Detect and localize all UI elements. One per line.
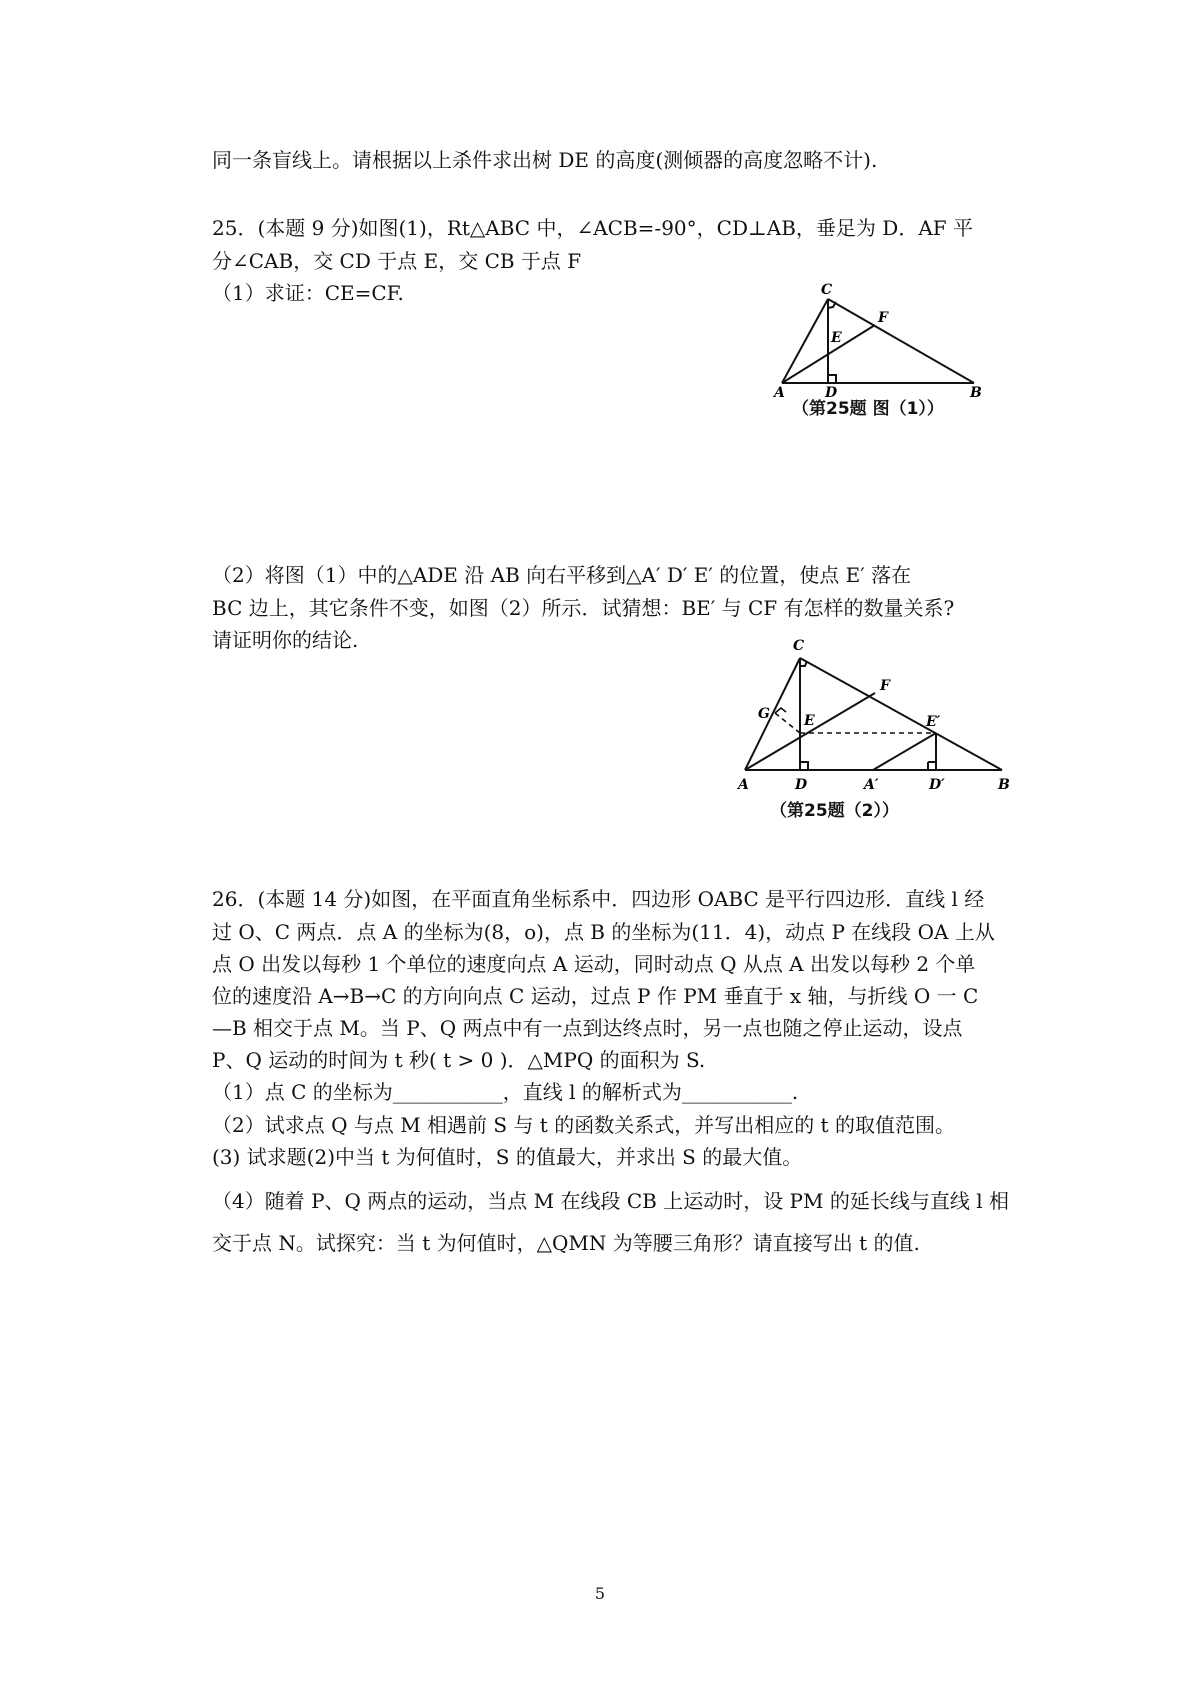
q26-part-3: (3) 试求题(2)中当 t 为何值时，S 的值最大，并求出 S 的最大值。 [212, 1145, 803, 1169]
label-c: C [821, 282, 833, 298]
figure-25-2-caption: （第25题（2）） [770, 801, 899, 821]
label-f: F [880, 678, 890, 694]
page-number: 5 [594, 1584, 606, 1603]
figure-25-1-caption: （第25题 图（1）） [792, 399, 944, 419]
q26-line-3: 点 O 出发以每秒 1 个单位的速度向点 A 运动，同时动点 Q 从点 A 出发以每秒 2 个单 [212, 952, 976, 976]
label-d: D [795, 777, 808, 793]
q25-line-1: 25．(本题 9 分)如图(1)，Rt△ABC 中，∠ACB=-90°，CD⊥AB，垂足为 D．AF 平 [212, 216, 973, 240]
label-d-prime: D′ [929, 777, 945, 793]
q26-line-6: P、Q 运动的时间为 t 秒( t > 0 )．△MPQ 的面积为 S. [212, 1048, 706, 1072]
label-a: A [738, 777, 749, 793]
label-b: B [998, 777, 1010, 793]
q26-line-1: 26．(本题 14 分)如图，在平面直角坐标系中．四边形 OABC 是平行四边形．直线 l 经 [212, 887, 985, 911]
q25-line-2: 分∠CAB，交 CD 于点 E，交 CB 于点 F [212, 249, 582, 273]
q25-part-2-line-3: 请证明你的结论. [212, 628, 359, 652]
q26-part-4-line-2: 交于点 N。试探究：当 t 为何值时，△QMN 为等腰三角形？请直接写出 t 的值. [212, 1231, 920, 1255]
label-b: B [970, 385, 982, 401]
q26-part-1: （1）点 C 的坐标为___________，直线 l 的解析式为___________. [212, 1080, 799, 1104]
q25-part-2-line-2: BC 边上，其它条件不变，如图（2）所示．试猜想：BE′ 与 CF 有怎样的数量关系? [212, 596, 955, 620]
q26-line-4: 位的速度沿 A→B→C 的方向向点 C 运动，过点 P 作 PM 垂直于 x 轴，与折线 O 一 C [212, 984, 979, 1008]
label-f: F [878, 310, 888, 326]
q26-line-2: 过 O、C 两点．点 A 的坐标为(8，o)，点 B 的坐标为(11．4)，动点 P 在线段 OA 上从 [212, 920, 995, 944]
label-c: C [793, 638, 805, 654]
segment-ac [782, 299, 828, 383]
label-e: E [831, 330, 842, 346]
figure-25-2 [730, 630, 1020, 830]
label-d: D [825, 385, 838, 401]
label-g: G [758, 706, 770, 722]
right-angle-mark-d [800, 762, 808, 770]
q25-part-1: （1）求证：CE=CF. [212, 281, 404, 305]
label-a-prime: A′ [864, 777, 879, 793]
right-angle-mark-c [800, 661, 807, 666]
right-angle-mark-g [775, 708, 786, 713]
q26-part-2: （2）试求点 Q 与点 M 相遇前 S 与 t 的函数关系式，并写出相应的 t 的取值范围。 [212, 1113, 955, 1137]
q25-part-2-line-1: （2）将图（1）中的△ADE 沿 AB 向右平移到△A′ D′ E′ 的位置，使点 E′ 落在 [212, 563, 912, 587]
q26-line-5: —B 相交于点 M。当 P、Q 两点中有一点到达终点时，另一点也随之停止运动，设点 [212, 1016, 963, 1040]
label-e-prime: E′ [926, 714, 941, 730]
text-line-intro: 同一条盲线上。请根据以上杀件求出树 DE 的高度(测倾器的高度忽略不计). [212, 148, 878, 172]
segment-a2-e2 [873, 733, 936, 770]
right-angle-mark-d [828, 375, 836, 383]
q26-part-4-line-1: （4）随着 P、Q 两点的运动，当点 M 在线段 CB 上运动时，设 PM 的延长线与直线 l 相 [212, 1189, 1009, 1213]
label-a: A [774, 385, 785, 401]
label-e: E [804, 713, 815, 729]
dashed-e-g [775, 713, 800, 733]
figure-25-1 [770, 280, 990, 430]
right-angle-mark-c [828, 302, 836, 308]
